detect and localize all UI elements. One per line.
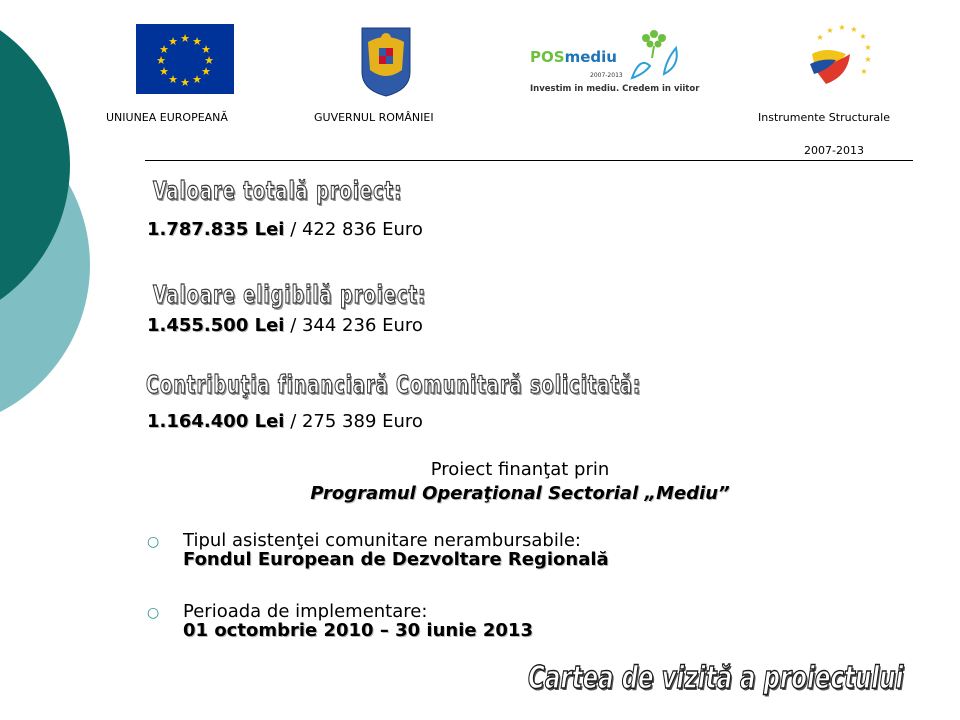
svg-text:★: ★ (859, 32, 867, 41)
svg-text:★: ★ (826, 26, 834, 35)
svg-text:★: ★ (180, 32, 190, 45)
instrumente-structurale-years: 2007-2013 (804, 144, 864, 157)
heading-total-value: Valoare totală proiect: (153, 176, 403, 205)
funding-program: Programul Operaţional Sectorial „Mediu” (310, 483, 730, 504)
assistance-type-label: Tipul asistenţei comunitare nerambursabile: (183, 530, 581, 551)
heading-community-contribution: Contribuţia financiară Comunitară solicitată: (146, 370, 642, 399)
instrumente-structurale-logo-icon (806, 24, 874, 96)
eligible-value-euro: / 344 236 Euro (284, 315, 423, 336)
romania-coat-of-arms-icon (358, 24, 414, 98)
bullet-icon: ○ (147, 605, 160, 621)
contribution-value-line (147, 411, 423, 432)
assistance-type-value: Fondul European de Dezvoltare Regională (183, 549, 609, 570)
posmediu-tagline: Investim in mediu. Credem in viitor (530, 84, 700, 94)
svg-text:★: ★ (816, 33, 824, 42)
eligible-value-lei: 1.455.500 Lei (147, 315, 285, 336)
svg-text:★: ★ (192, 73, 202, 86)
posmediu-brand (530, 48, 617, 66)
contribution-value-euro: / 275 389 Euro (284, 411, 423, 432)
svg-text:★: ★ (850, 25, 858, 34)
footer-title: Cartea de vizită a proiectului (528, 660, 904, 696)
total-value-line (147, 219, 423, 240)
heading-eligible-value: Valoare eligibilă proiect: (153, 280, 427, 309)
svg-text:★: ★ (159, 65, 169, 78)
svg-text:★: ★ (180, 76, 190, 89)
funding-line: Proiect finanţat prin (430, 459, 610, 480)
posmediu-brand-pos: POS (530, 48, 565, 66)
total-value-euro: / 422 836 Euro (284, 219, 423, 240)
posmediu-years: 2007-2013 (590, 72, 623, 79)
total-value-lei: 1.787.835 Lei (147, 219, 285, 240)
implementation-period-value: 01 octombrie 2010 – 30 iunie 2013 (183, 620, 533, 641)
svg-text:★: ★ (201, 65, 211, 78)
contribution-value-lei: 1.164.400 Lei (147, 411, 285, 432)
implementation-period-label: Perioada de implementare: (183, 601, 428, 622)
romania-label: GUVERNUL ROMÂNIEI (314, 111, 434, 124)
eligible-value-line (147, 315, 423, 336)
svg-text:★: ★ (838, 24, 846, 32)
instrumente-structurale-label: Instrumente Structurale (758, 111, 890, 124)
svg-text:★: ★ (864, 43, 872, 52)
svg-text:★: ★ (168, 73, 178, 86)
header-divider (145, 160, 913, 161)
svg-text:★: ★ (864, 55, 872, 64)
svg-text:★: ★ (168, 35, 178, 48)
eu-flag-icon (136, 24, 234, 94)
svg-text:★: ★ (192, 35, 202, 48)
bullet-icon: ○ (147, 534, 160, 550)
posmediu-brand-mediu: mediu (564, 48, 617, 66)
svg-text:★: ★ (201, 43, 211, 56)
svg-text:★: ★ (204, 54, 214, 67)
svg-text:★: ★ (860, 67, 868, 76)
eu-label: UNIUNEA EUROPEANĂ (106, 111, 228, 124)
svg-text:★: ★ (156, 54, 166, 67)
svg-text:★: ★ (159, 43, 169, 56)
